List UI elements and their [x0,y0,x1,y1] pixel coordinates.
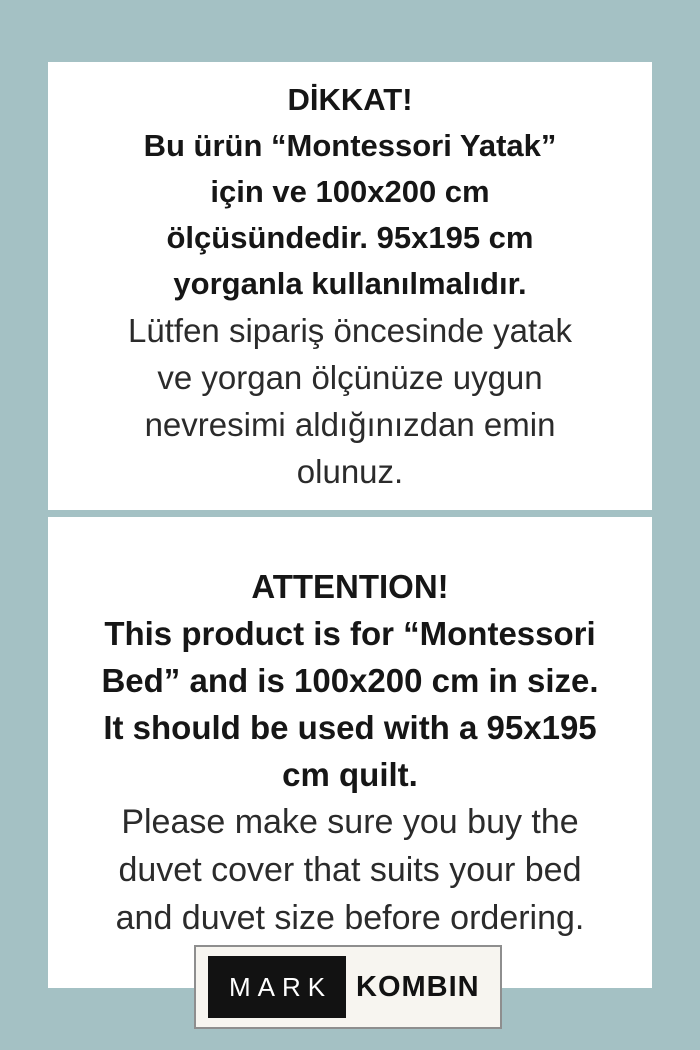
turkish-regular-line: nevresimi aldığınızdan emin [144,406,556,443]
english-bold-line: This product is for “Montessori [104,615,596,652]
notice-card-english [48,517,652,988]
turkish-bold-line: ölçüsündedir. 95x195 cm [166,220,534,255]
english-regular-line: duvet cover that suits your bed [118,851,582,889]
logo-mark-text: MARK [228,971,333,1002]
logo-kombin-text: KOMBIN [356,970,480,1003]
logo-mark-block [208,956,346,1018]
english-heading: ATTENTION! [251,568,449,605]
brand-logo [194,945,502,1029]
turkish-heading: DİKKAT! [287,82,413,117]
turkish-regular-line: ve yorgan ölçünüze uygun [157,359,543,396]
turkish-regular-line: olunuz. [296,453,404,490]
english-bold-line: It should be used with a 95x195 [103,709,597,746]
notice-card-turkish [48,62,652,510]
turkish-regular-line: Lütfen sipariş öncesinde yatak [128,312,572,349]
english-bold-line: Bed” and is 100x200 cm in size. [101,662,599,699]
english-regular-line: Please make sure you buy the [121,803,579,841]
english-regular-line: and duvet size before ordering. [115,899,585,937]
turkish-bold-line: Bu ürün “Montessori Yatak” [143,128,557,163]
turkish-bold-line: yorganla kullanılmalıdır. [173,266,527,301]
english-bold-line: cm quilt. [282,756,418,793]
turkish-bold-line: için ve 100x200 cm [210,174,490,209]
